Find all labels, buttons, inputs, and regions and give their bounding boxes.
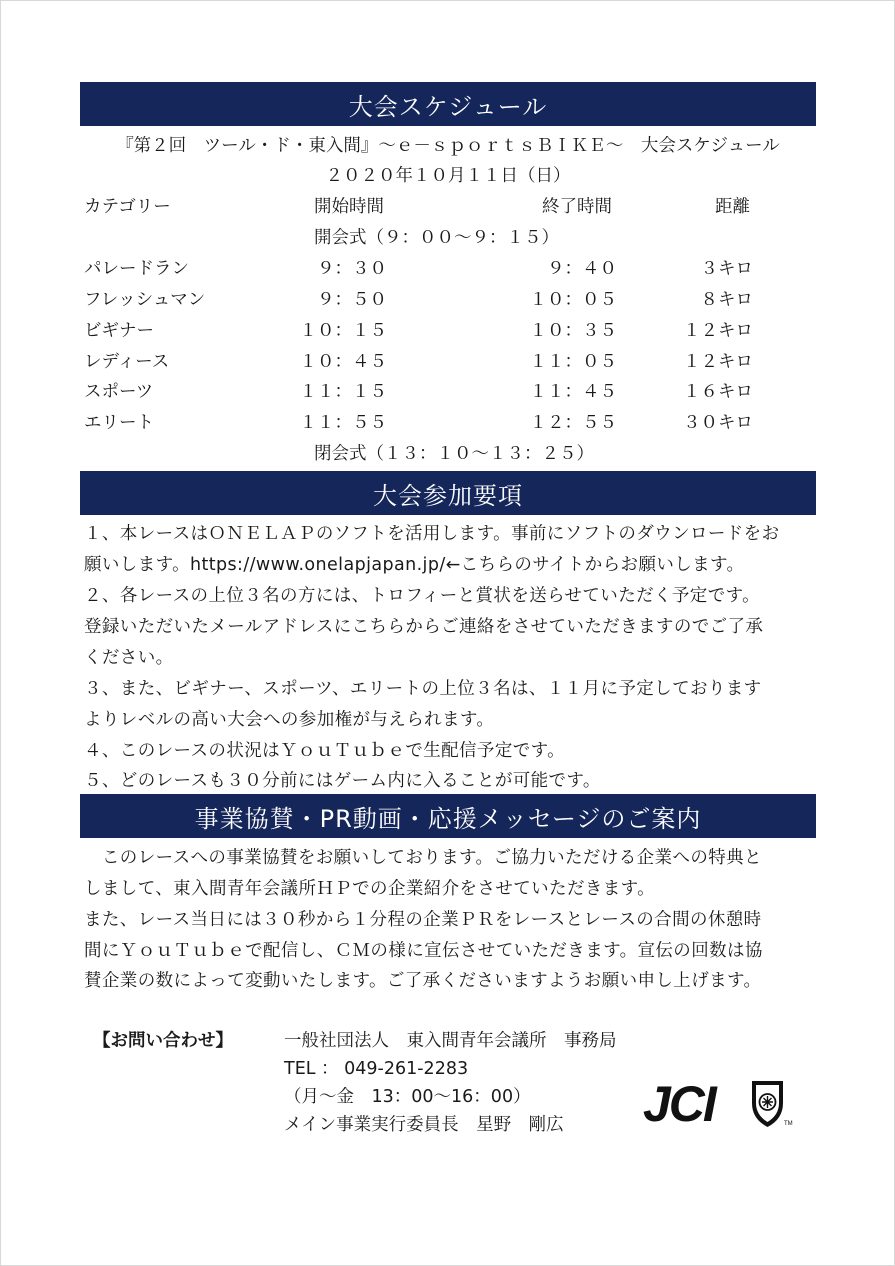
requirements-line: 願いします。https://www.onelapjapan.jp/←こちらのサイトからお願いします。 xyxy=(84,555,745,575)
requirements-line: １、本レースはＯＮＥＬＡＰのソフトを活用します。事前にソフトのダウンロードをお xyxy=(84,524,780,544)
requirements-line: ４、このレースの状況はＹｏｕＴｕｂｅで生配信予定です。 xyxy=(84,741,566,761)
row-distance: ３キロ xyxy=(700,259,753,279)
row-distance: １６キロ xyxy=(683,382,753,402)
row-category: エリート xyxy=(84,413,154,433)
row-end: ９：４０ xyxy=(547,259,617,279)
header-end: 終了時間 xyxy=(542,197,612,217)
requirements-heading: 大会参加要項 xyxy=(80,471,816,515)
header-start: 開始時間 xyxy=(314,197,384,217)
row-start: ９：５０ xyxy=(317,290,387,310)
jci-emblem-icon xyxy=(752,1081,783,1127)
row-start: １１：５５ xyxy=(299,413,387,433)
jci-trademark: TM xyxy=(784,1121,793,1127)
sponsorship-line: また、レース当日には３０秒から１分程の企業ＰＲをレースとレースの合間の休憩時 xyxy=(84,910,762,930)
row-category: ビギナー xyxy=(84,321,154,341)
requirements-line: ください。 xyxy=(84,648,174,668)
row-distance: ３０キロ xyxy=(683,413,753,433)
contact-organization: 一般社団法人 東入間青年会議所 事務局 xyxy=(284,1031,617,1051)
header-category: カテゴリー xyxy=(84,197,171,217)
row-category: パレードラン xyxy=(84,259,189,279)
requirements-line: ５、どのレースも３０分前にはゲーム内に入ることが可能です。 xyxy=(84,771,601,791)
row-start: １０：４５ xyxy=(299,352,387,372)
row-start: ９：３０ xyxy=(317,259,387,279)
row-distance: １２キロ xyxy=(683,352,753,372)
row-end: １０：３５ xyxy=(529,321,617,341)
header-distance: 距離 xyxy=(715,197,750,217)
sponsorship-line: このレースへの事業協賛をお願いしております。ご協力いただける企業への特典と xyxy=(84,848,762,868)
requirements-line: 登録いただいたメールアドレスにこちらからご連絡をさせていただきますのでご了承 xyxy=(84,617,764,637)
opening-ceremony: 開会式（９：００～９：１５） xyxy=(314,228,559,248)
row-end: １０：０５ xyxy=(529,290,617,310)
closing-ceremony: 閉会式（１３：１０～１３：２５） xyxy=(314,444,594,464)
row-start: １０：１５ xyxy=(299,321,387,341)
row-category: レディース xyxy=(84,352,170,372)
contact-phone: TEL ： 049-261-2283 xyxy=(284,1059,469,1079)
contact-person: メイン事業実行委員長 星野 剛広 xyxy=(284,1115,564,1135)
jci-logo-text: JCI xyxy=(643,1076,715,1131)
event-date: ２０２０年１０月１１日（日） xyxy=(325,166,571,186)
contact-hours: （月～金 13：00～16：00） xyxy=(284,1087,531,1107)
row-end: １１：４５ xyxy=(529,382,617,402)
row-end: １２：５５ xyxy=(529,413,617,433)
row-end: １１：０５ xyxy=(529,352,617,372)
requirements-line: ２、各レースの上位３名の方には、トロフィーと賞状を送らせていただく予定です。 xyxy=(84,586,760,606)
sponsorship-line: 間にＹｏｕＴｕｂｅで配信し、ＣＭの様に宣伝させていただきます。宣伝の回数は協 xyxy=(84,941,763,961)
requirements-line: よりレベルの高い大会への参加権が与えられます。 xyxy=(84,710,495,730)
sponsorship-line: 賛企業の数によって変動いたします。ご了承くださいますようお願い申し上げます。 xyxy=(84,971,762,991)
row-category: フレッシュマン xyxy=(84,290,206,310)
row-distance: １２キロ xyxy=(683,321,753,341)
requirements-line: ３、また、ビギナー、スポーツ、エリートの上位３名は、１１月に予定しております xyxy=(84,679,762,699)
contact-label: 【お問い合わせ】 xyxy=(93,1031,233,1051)
jci-logo xyxy=(643,1073,793,1131)
row-start: １１：１５ xyxy=(299,382,387,402)
event-title: 『第２回 ツール・ド・東入間』～ｅ－ｓｐｏｒｔｓＢＩＫＥ～ 大会スケジュール xyxy=(116,136,780,156)
schedule-heading: 大会スケジュール xyxy=(80,82,816,126)
row-category: スポーツ xyxy=(84,382,154,402)
row-distance: ８キロ xyxy=(700,290,753,310)
sponsorship-heading: 事業協賛・PR動画・応援メッセージのご案内 xyxy=(80,794,816,838)
sponsorship-line: しまして、東入間青年会議所ＨＰでの企業紹介をさせていただきます。 xyxy=(84,879,656,899)
